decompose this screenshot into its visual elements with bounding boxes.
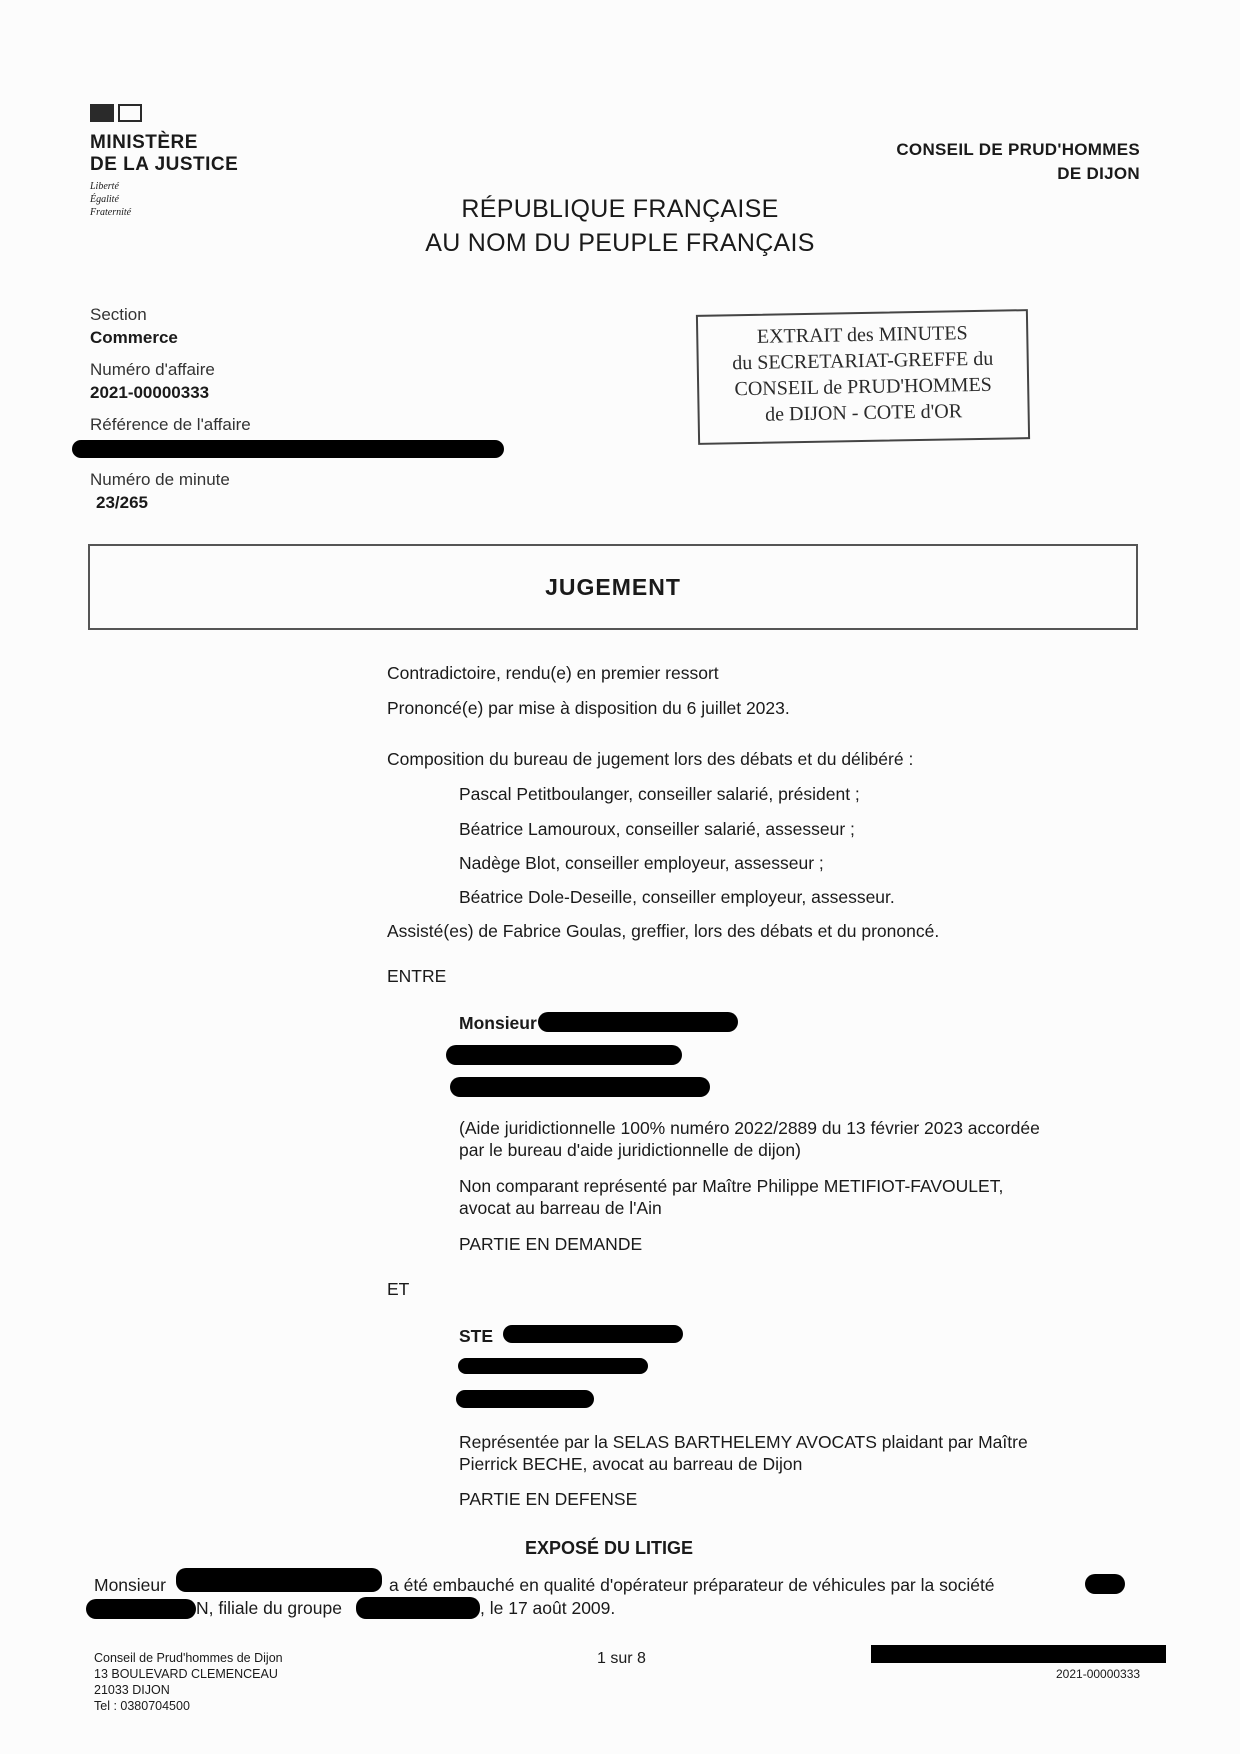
plaintiff-representation-1: Non comparant représenté par Maître Philippe METIFIOT-FAVOULET, bbox=[459, 1176, 1004, 1196]
court-stamp bbox=[696, 309, 1030, 445]
court-name bbox=[896, 138, 1140, 186]
composition-member-2: Béatrice Lamouroux, conseiller salarié, assesseur ; bbox=[459, 819, 855, 839]
case-number-value: 2021-00000333 bbox=[90, 383, 210, 402]
footer-case-number: 2021-00000333 bbox=[1056, 1667, 1141, 1681]
composition-heading: Composition du bureau de jugement lors des débats et du délibéré : bbox=[387, 749, 914, 769]
footer-address-line-2: 13 BOULEVARD CLEMENCEAU bbox=[94, 1667, 278, 1681]
plaintiff-representation-2: avocat au barreau de l'Ain bbox=[459, 1198, 662, 1218]
composition-member-4: Béatrice Dole-Deseille, conseiller employeur, assesseur. bbox=[459, 887, 895, 907]
redacted-plaintiff-name bbox=[538, 1012, 738, 1032]
defendant-representation-1: Représentée par la SELAS BARTHELEMY AVOCATS plaidant par Maître bbox=[459, 1432, 1028, 1452]
judgment-title: JUGEMENT bbox=[545, 574, 681, 600]
ministry-line-2: DE LA JUSTICE bbox=[90, 154, 239, 175]
redacted-group-name bbox=[356, 1597, 480, 1619]
plaintiff-title: Monsieur bbox=[459, 1013, 537, 1033]
footer-address-line-1: Conseil de Prud'hommes de Dijon bbox=[94, 1651, 283, 1665]
composition-member-3: Nadège Blot, conseiller employeur, assesseur ; bbox=[459, 853, 824, 873]
case-reference-label: Référence de l'affaire bbox=[90, 415, 251, 434]
judgment-title-box bbox=[88, 544, 1138, 630]
redacted-reference bbox=[72, 440, 504, 458]
plaintiff-role: PARTIE EN DEMANDE bbox=[459, 1234, 643, 1254]
defendant-title: STE bbox=[459, 1326, 494, 1346]
dispute-line-1-start: Monsieur bbox=[94, 1575, 166, 1595]
section-value: Commerce bbox=[90, 328, 178, 347]
legal-aid-line-2: par le bureau d'aide juridictionnelle de dijon) bbox=[459, 1140, 801, 1160]
republic-heading bbox=[340, 192, 900, 260]
dispute-line-2-start: N, filiale du groupe bbox=[196, 1598, 342, 1618]
footer-address-line-4: Tel : 0380704500 bbox=[94, 1699, 190, 1713]
clerk-assistance: Assisté(es) de Fabrice Goulas, greffier, lors des débats et du prononcé. bbox=[387, 921, 940, 941]
dispute-line-1-end: a été embauché en qualité d'opérateur préparateur de véhicules par la société bbox=[389, 1575, 995, 1595]
redacted-employee-name bbox=[176, 1568, 382, 1592]
ministry-line-1: MINISTÈRE bbox=[90, 132, 198, 153]
minute-number-value: 23/265 bbox=[96, 493, 148, 512]
judgment-nature: Contradictoire, rendu(e) en premier ressort bbox=[387, 663, 719, 683]
dispute-line-2-end: , le 17 août 2009. bbox=[480, 1598, 616, 1618]
footer-address-line-3: 21033 DIJON bbox=[94, 1683, 170, 1697]
redacted-company-part-2 bbox=[86, 1599, 196, 1619]
and-label: ET bbox=[387, 1279, 410, 1299]
redacted-company-part-1 bbox=[1085, 1574, 1125, 1594]
legal-aid-line-1: (Aide juridictionnelle 100% numéro 2022/2889 du 13 février 2023 accordée bbox=[459, 1118, 1040, 1138]
republic-line-2: AU NOM DU PEUPLE FRANÇAIS bbox=[425, 229, 815, 257]
redacted-plaintiff-address-1 bbox=[446, 1045, 682, 1065]
pronounced-date: Prononcé(e) par mise à disposition du 6 juillet 2023. bbox=[387, 698, 790, 718]
marianne-logo-icon bbox=[90, 104, 150, 124]
stamp-line-1: EXTRAIT des MINUTES bbox=[756, 322, 968, 348]
page-number: 1 sur 8 bbox=[597, 1650, 646, 1667]
redacted-defendant-address-1 bbox=[458, 1358, 648, 1374]
redacted-defendant-name bbox=[503, 1325, 683, 1343]
minute-number-label: Numéro de minute bbox=[90, 470, 230, 489]
motto bbox=[90, 180, 131, 219]
court-name-line-2: DE DIJON bbox=[1057, 164, 1140, 183]
stamp-line-4: de DIJON - COTE d'OR bbox=[764, 400, 963, 426]
composition-member-1: Pascal Petitboulanger, conseiller salarié, président ; bbox=[459, 784, 860, 804]
dispute-heading: EXPOSÉ DU LITIGE bbox=[525, 1538, 694, 1558]
stamp-line-3: CONSEIL de PRUD'HOMMES bbox=[734, 373, 993, 401]
republic-line-1: RÉPUBLIQUE FRANÇAISE bbox=[461, 195, 779, 223]
ministry-name bbox=[90, 132, 238, 176]
redacted-footer-bar bbox=[871, 1645, 1166, 1663]
stamp-line-2: du SECRETARIAT-GREFFE du bbox=[732, 347, 994, 375]
court-name-line-1: CONSEIL DE PRUD'HOMMES bbox=[896, 140, 1140, 159]
footer-address bbox=[94, 1650, 283, 1714]
defendant-representation-2: Pierrick BECHE, avocat au barreau de Dijon bbox=[459, 1454, 803, 1474]
between-label: ENTRE bbox=[387, 966, 447, 986]
case-number-label: Numéro d'affaire bbox=[90, 360, 215, 379]
motto-egalite: Égalité bbox=[90, 194, 119, 205]
redacted-plaintiff-address-2 bbox=[450, 1077, 710, 1097]
section-label: Section bbox=[90, 305, 147, 324]
motto-liberte: Liberté bbox=[90, 181, 119, 192]
redacted-defendant-address-2 bbox=[456, 1390, 594, 1408]
motto-fraternite: Fraternité bbox=[90, 207, 132, 218]
defendant-role: PARTIE EN DEFENSE bbox=[459, 1489, 638, 1509]
